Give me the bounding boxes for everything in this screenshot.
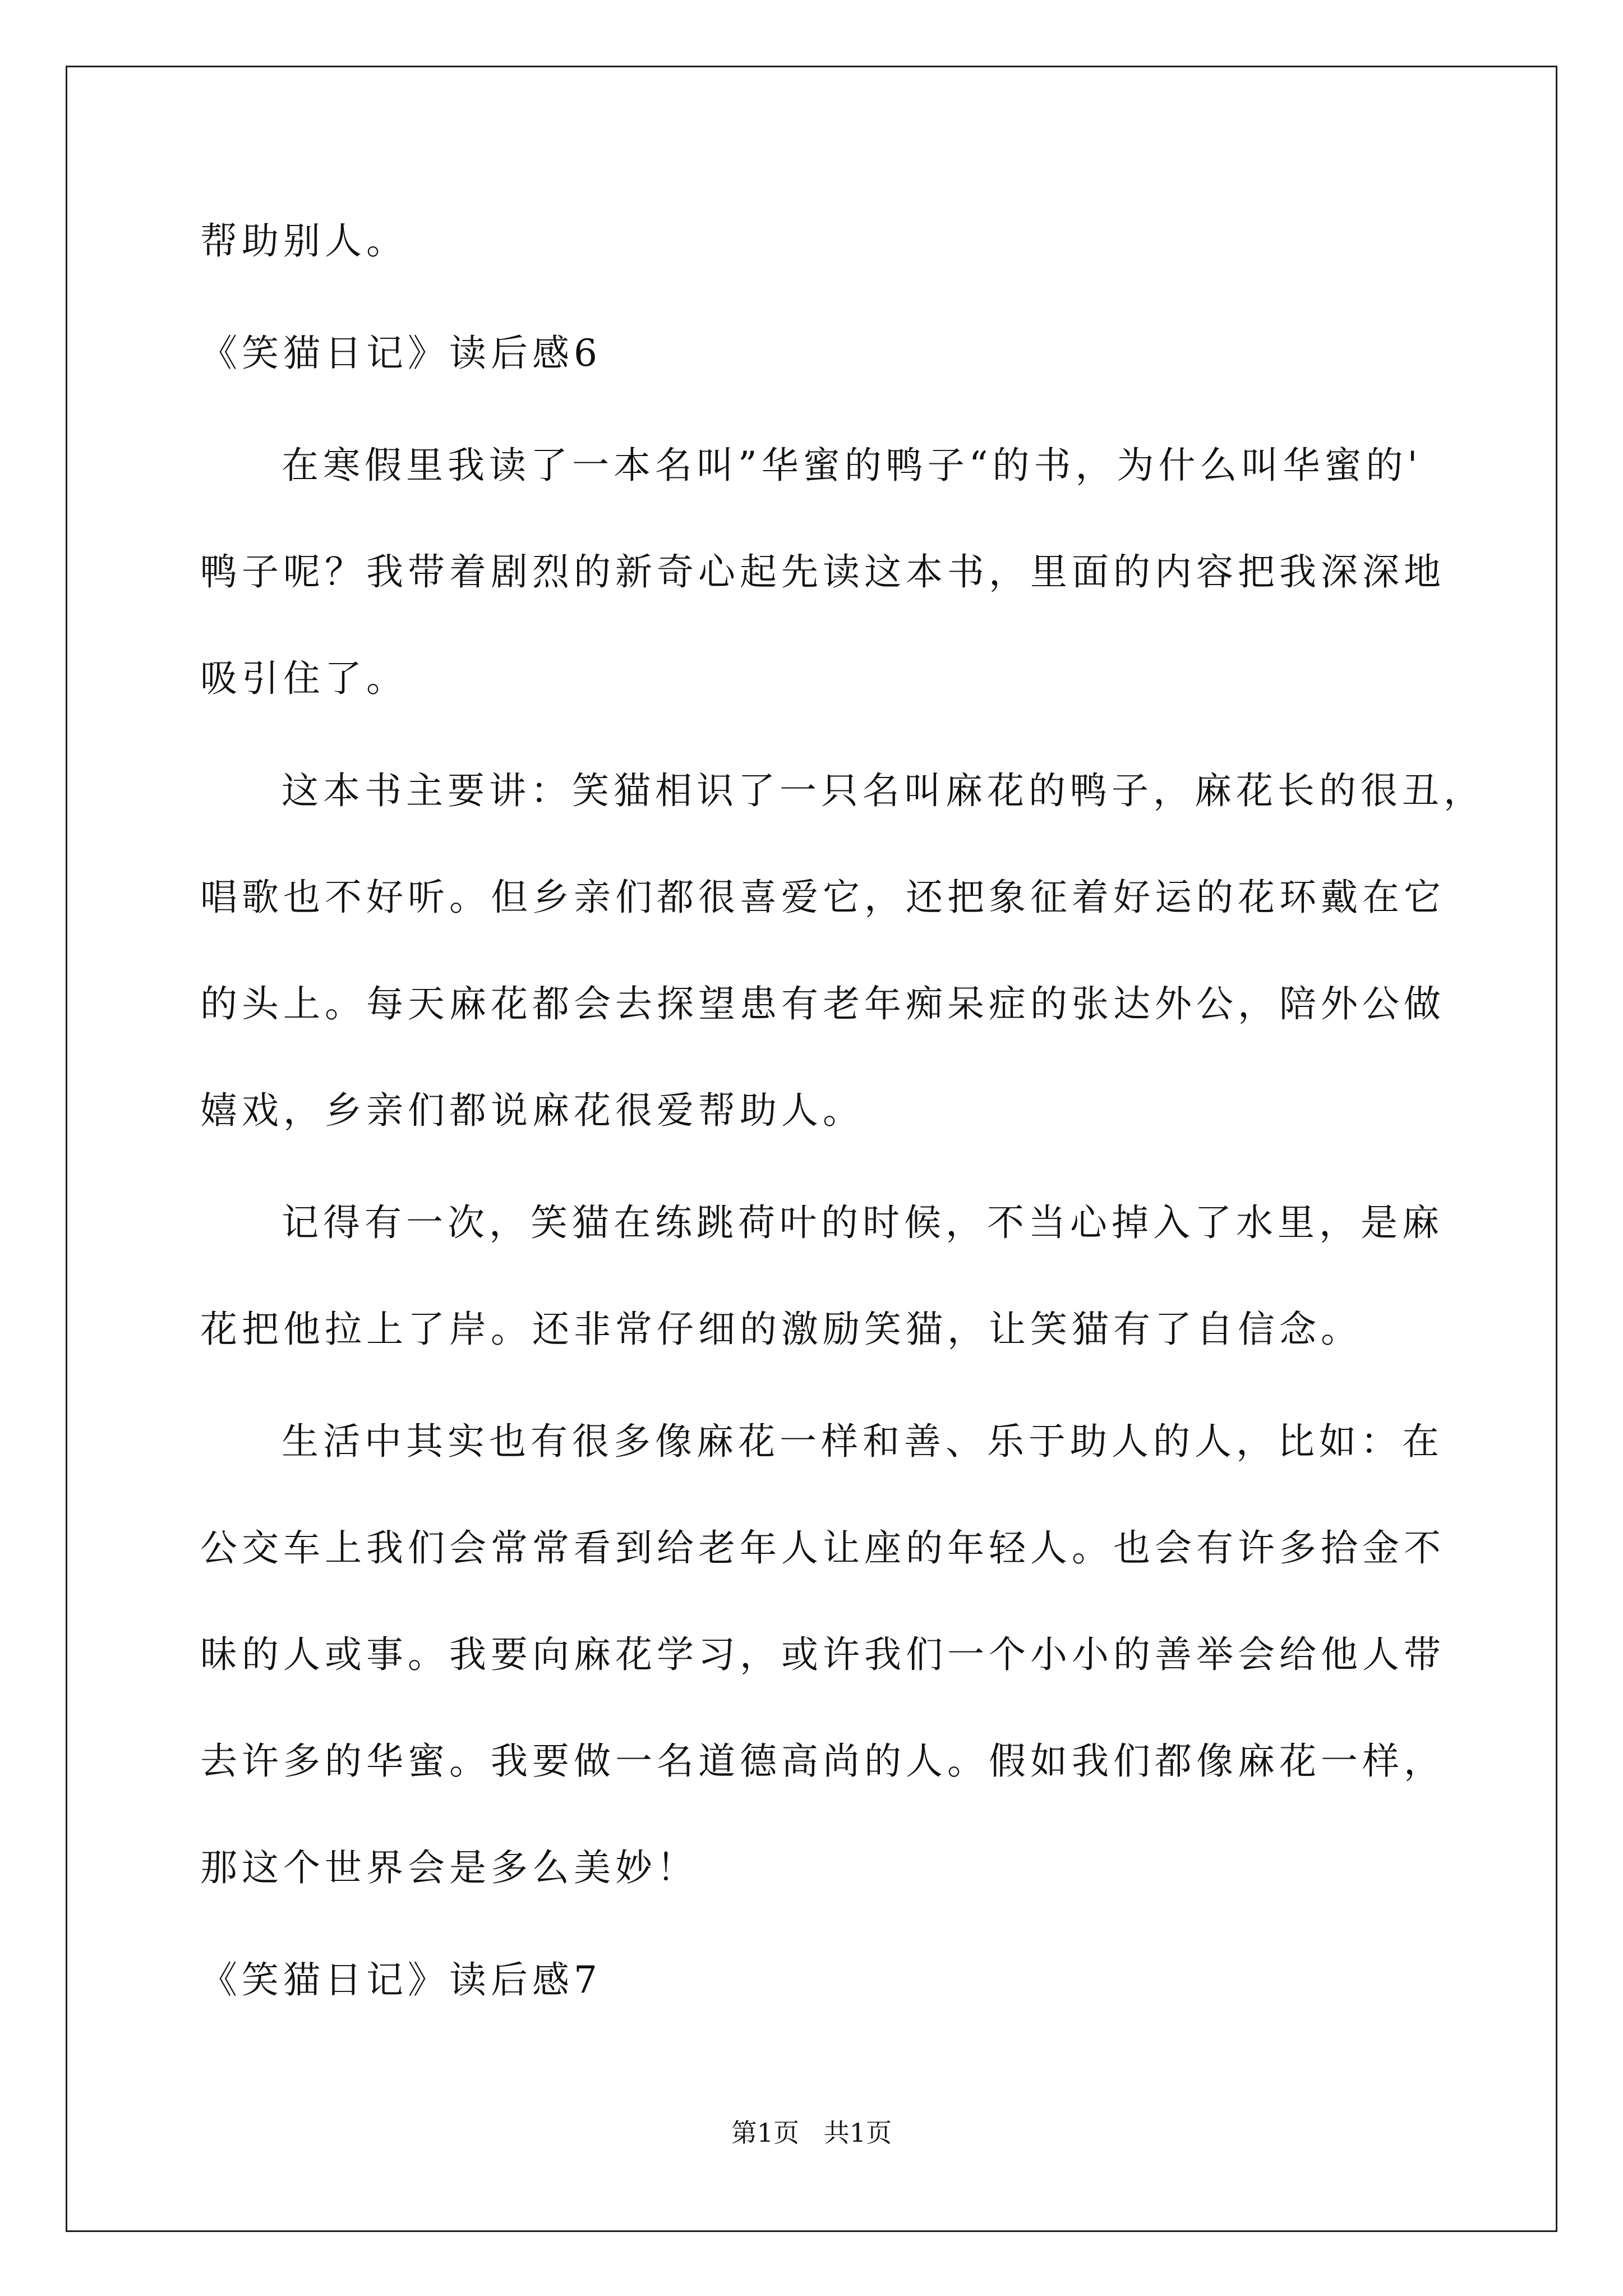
text-line: 嬉戏，乡亲们都说麻花很爱帮助人。 <box>200 1089 864 1132</box>
text-line: 鸭子呢？我带着剧烈的新奇心起先读这本书，里面的内容把我深深地 <box>200 550 1445 593</box>
text-line: 昧的人或事。我要向麻花学习，或许我们一个小小的善举会给他人带 <box>200 1633 1445 1676</box>
section-heading: 《笑猫日记》读后感7 <box>200 1958 602 2001</box>
page-footer: 第1页 共1页 <box>731 2118 892 2148</box>
text-line: 公交车上我们会常常看到给老年人让座的年轻人。也会有许多拾金不 <box>200 1526 1445 1570</box>
text-line: 花把他拉上了岸。还非常仔细的激励笑猫，让笑猫有了自信念。 <box>200 1308 1362 1351</box>
page-border <box>66 66 1557 2232</box>
text-line: 记得有一次，笑猫在练跳荷叶的时候，不当心掉入了水里，是麻 <box>282 1201 1444 1244</box>
text-line: 吸引住了。 <box>200 657 408 700</box>
text-line: 这本书主要讲：笑猫相识了一只名叫麻花的鸭子，麻花长的很丑， <box>282 769 1485 812</box>
text-line: 去许多的华蜜。我要做一名道德高尚的人。假如我们都像麻花一样， <box>200 1740 1445 1783</box>
section-heading: 《笑猫日记》读后感6 <box>200 332 602 375</box>
text-line: 生活中其实也有很多像麻花一样和善、乐于助人的人，比如：在 <box>282 1420 1444 1463</box>
text-line: 唱歌也不好听。但乡亲们都很喜爱它，还把象征着好运的花环戴在它 <box>200 876 1445 919</box>
text-line: 的头上。每天麻花都会去探望患有老年痴呆症的张达外公，陪外公做 <box>200 982 1445 1025</box>
text-line: 那这个世界会是多么美妙！ <box>200 1846 698 1889</box>
text-line: 在寒假里我读了一本名叫”华蜜的鸭子“的书，为什么叫华蜜的' <box>282 444 1422 487</box>
text-line: 帮助别人。 <box>200 219 408 263</box>
